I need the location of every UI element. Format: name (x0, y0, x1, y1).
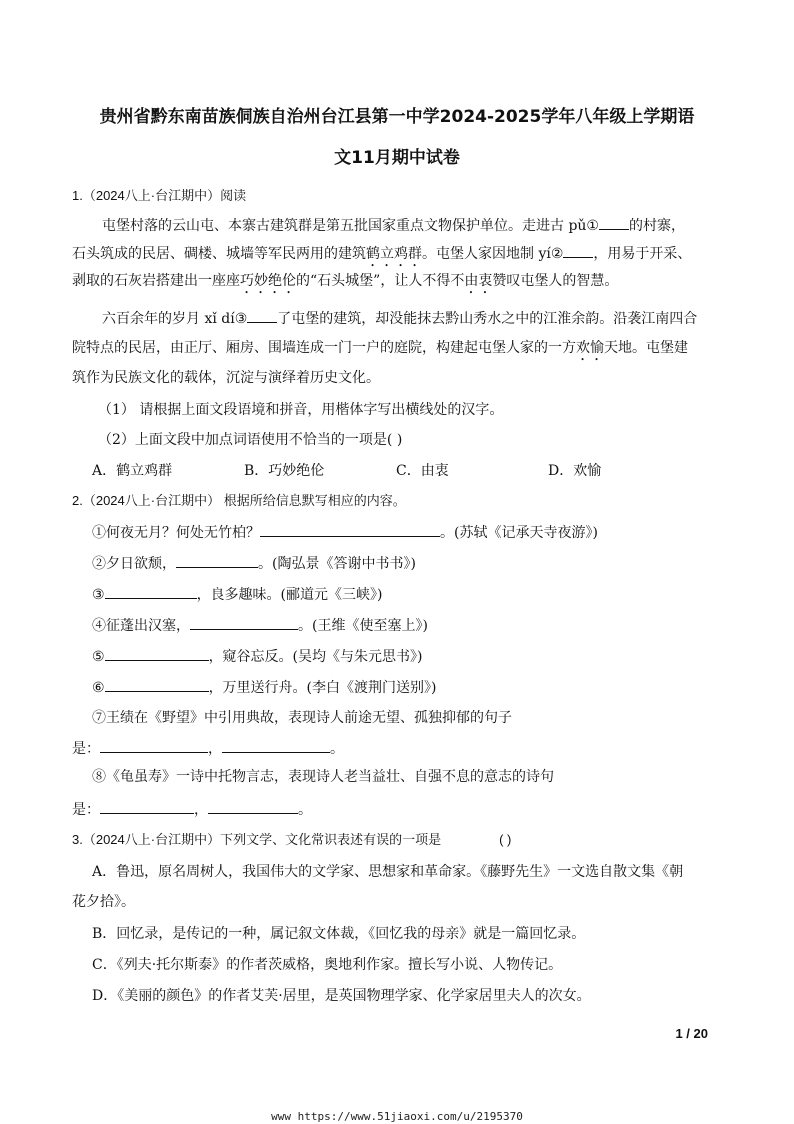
answer-blank[interactable] (176, 553, 258, 568)
q3-option-c[interactable]: C．《列夫·托尔斯泰》的作者茨威格，奥地利作家。擅长写小说、人物传记。 (92, 957, 563, 973)
answer-blank[interactable] (260, 522, 440, 537)
answer-blank[interactable] (190, 615, 298, 630)
choice-b[interactable]: B．巧妙绝伦 (244, 463, 325, 479)
q3-option-b[interactable]: B．回忆录，是传记的一种，属记叙文体裁，《回忆我的母亲》就是一篇回忆录。 (92, 926, 586, 942)
q1-passage-line: 六百余年的岁月 xǐ dí③ 了屯堡的建筑，却没能抹去黔山秀水之中的江淮余韵。沿袭江南四合 (102, 308, 752, 329)
q1-subquestion-2: （2）上面文段中加点词语使用不恰当的一项是( ) (98, 432, 403, 448)
choice-a[interactable]: A．鹤立鸡群 (92, 463, 173, 479)
q1-passage-line: 筑作为民族文化的载体，沉淀与演绎着历史文化。 (72, 370, 380, 386)
q2-item: ①何夜无月？何处无竹柏？ 。(苏轼《记承天寺夜游》) (92, 522, 742, 543)
q1-passage-line: 屯堡村落的云山屯、本寨古建筑群是第五批国家重点文物保护单位。走进古 pǔ① 的村寨， (102, 215, 752, 236)
q1-passage-line: 剥取的石灰岩搭建出一座座巧妙绝伦的“石头城堡”，让人不得不由衷赞叹屯堡人的智慧。 (72, 273, 619, 289)
q2-item: ④征蓬出汉塞， 。(王维《使至塞上》) (92, 615, 742, 636)
page-title-line1: 贵州省黔东南苗族侗族自治州台江县第一中学2024-2025学年八年级上学期语 (99, 107, 695, 127)
q2-item: ⑤ ，窥谷忘反。(吴均《与朱元思书》) (92, 646, 742, 667)
q3-option-d[interactable]: D．《美丽的颜色》的作者艾芙·居里，是英国物理学家、化学家居里夫人的次女。 (92, 988, 591, 1004)
q2-item: ⑥ ，万里送行舟。(李白《渡荆门送别》) (92, 677, 742, 698)
q2-item-7-answer: 是： ， 。 (72, 738, 722, 759)
q2-item: ②夕日欲颓， 。(陶弘景《答谢中书书》) (92, 553, 742, 574)
answer-blank[interactable] (105, 677, 209, 692)
q3-option-a-cont: 花夕拾》。 (72, 894, 135, 910)
answer-blank[interactable] (208, 799, 298, 814)
q1-choices (92, 461, 742, 481)
watermark-url: www https://www.51jiaoxi.com/u/2195370 (271, 1110, 523, 1123)
answer-blank[interactable] (222, 738, 330, 753)
q2-item-8: ⑧《龟虽寿》一诗中托物言志，表现诗人老当益壮、自强不息的意志的诗句 (92, 769, 554, 785)
question-3-label: 3.（2024八上·台江期中）下列文学、文化常识表述有误的一项是 ( ) (72, 832, 512, 847)
q3-option-a[interactable]: A．鲁迅，原名周树人，我国伟大的文学家、思想家和革命家。《藤野先生》一文选自散文集《朝 (92, 864, 684, 880)
q1-passage-line: 石头筑成的民居、碉楼、城墙等军民两用的建筑鹤立鸡群。屯堡人家因地制 yí② ，用易于开采、 (72, 243, 722, 270)
choice-c[interactable]: C．由衷 (396, 463, 449, 479)
answer-blank[interactable] (100, 738, 208, 753)
question-1-label: 1.（2024八上·台江期中）阅读 (72, 188, 247, 203)
answer-blank[interactable] (100, 799, 194, 814)
q2-item: ③ ，良多趣味。(郦道元《三峡》) (92, 584, 742, 605)
page-number: 1 / 20 (675, 1026, 708, 1041)
q1-passage-line: 院特点的民居，由正厅、厢房、围墙连成一门一户的庭院，构建起屯堡人家的一方欢愉天地。屯堡建 (72, 340, 688, 356)
blank-3[interactable] (247, 308, 277, 323)
q2-item-8-answer: 是： ， 。 (72, 799, 722, 820)
q1-subquestion-1: （1） 请根据上面文段语境和拼音，用楷体字写出横线处的汉字。 (98, 402, 504, 418)
q2-item-7: ⑦王绩在《野望》中引用典故，表现诗人前途无望、孤独抑郁的句子 (92, 710, 512, 726)
answer-blank[interactable] (105, 584, 197, 599)
choice-d[interactable]: D．欢愉 (548, 463, 602, 479)
blank-1[interactable] (599, 215, 629, 230)
page-title-line2: 文11月期中试卷 (334, 148, 460, 168)
blank-2[interactable] (563, 243, 593, 258)
question-2-label: 2.（2024八上·台江期中） 根据所给信息默写相应的内容。 (72, 493, 406, 508)
answer-blank[interactable] (105, 646, 209, 661)
